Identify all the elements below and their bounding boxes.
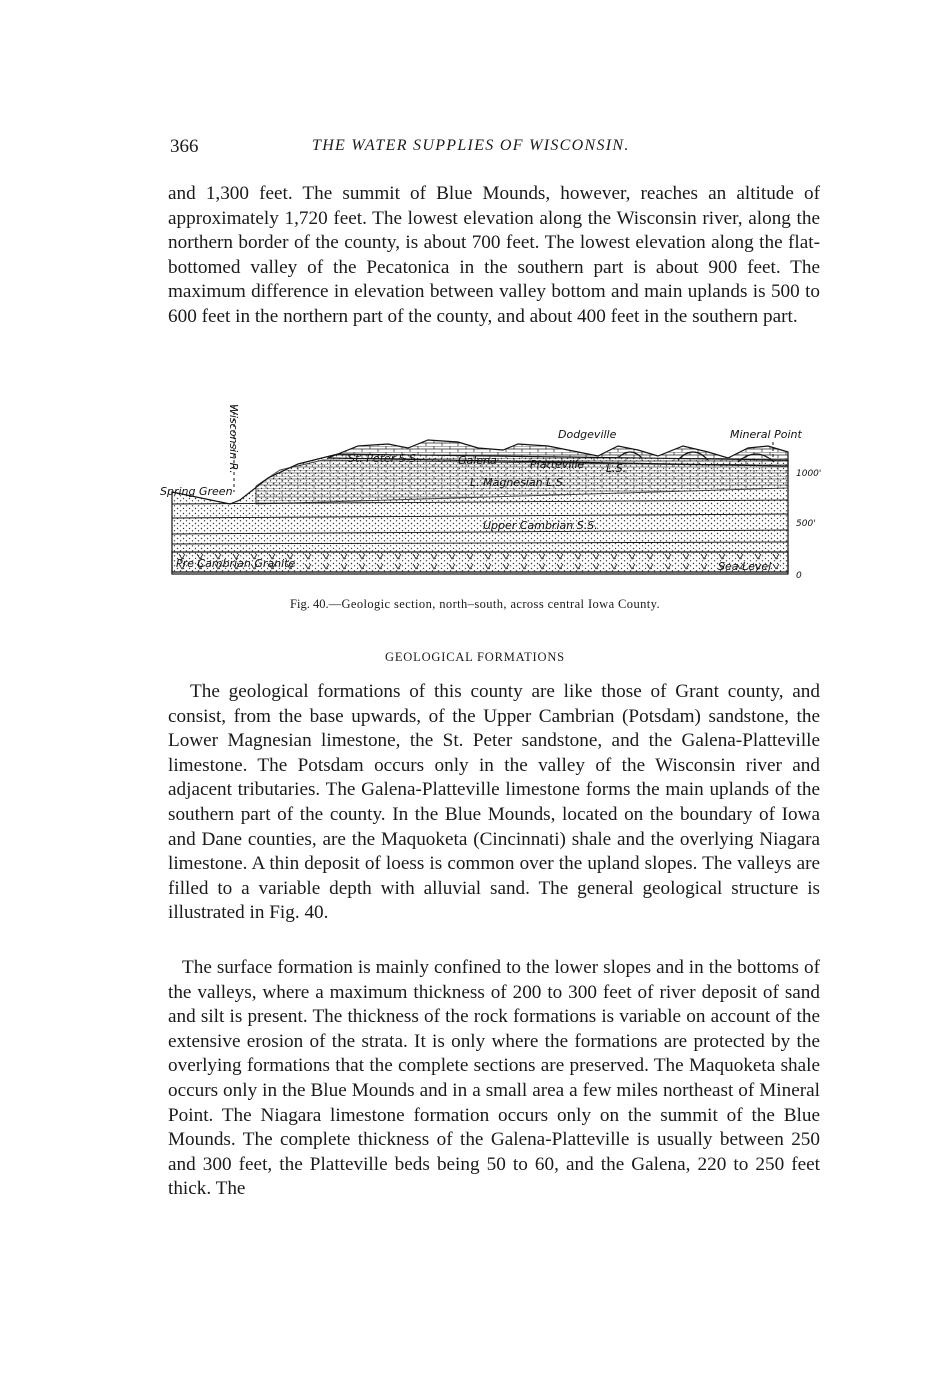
platteville-label: Platteville [530, 458, 585, 471]
figure-caption-number: Fig. 40. [290, 597, 329, 611]
galena-label: Galena [458, 454, 497, 467]
geologic-section-figure [158, 392, 848, 588]
paragraph-surface: The surface formation is mainly confined to the lower slopes and in the bottoms of the valleys, where a maximum thickness of 200 to 300 feet of river deposit of sand and silt is present. The thickness of the rock formations is variable on account of the extensive erosion of the strata. It is only where the formations are protected by the overlying formations that the complete sections are preserved. The Maquoketa shale occurs only in the Blue Mounds and in a small area a few miles northeast of Mineral Point. The Niagara limestone formation occurs only on the summit of the Blue Mounds. The complete thickness of the Galena-Platteville is usually between 250 and 300 feet, the Platteville beds being 50 to 60, and the Galena, 220 to 250 feet thick. The [168, 957, 820, 1200]
section-heading: GEOLOGICAL FORMATIONS [385, 650, 565, 664]
running-title: THE WATER SUPPLIES OF WISCONSIN. [312, 137, 630, 154]
precambrian-label: Pre Cambrian Granite [176, 557, 296, 570]
mineral-point-label: Mineral Point [730, 428, 802, 441]
upper-cambrian-label: Upper Cambrian S.S. [483, 519, 598, 532]
elevation-500-label: 500' [796, 519, 816, 529]
geologic-section-diagram [158, 392, 848, 588]
figure-caption-text: —Geologic section, north–south, across central Iowa County. [328, 597, 660, 611]
st-peter-label: St. Peter S.S. [348, 452, 420, 465]
spring-green-label: Spring Green [160, 485, 233, 498]
elevation-1000-label: 1000' [796, 469, 822, 479]
ls-label: L.S. [606, 462, 627, 475]
lower-magnesian-label: L. Magnesian L.S. [470, 476, 567, 489]
wisconsin-river-label: Wisconsin R. [227, 404, 240, 474]
page-number: 366 [170, 136, 199, 157]
elevation-0-label: 0 [796, 571, 802, 581]
dodgeville-label: Dodgeville [558, 428, 617, 441]
figure-caption [0, 597, 950, 612]
running-head [170, 136, 820, 160]
paragraph-formations: The geological formations of this county are like those of Grant county, and consist, from the base upwards, of the Upper Cambrian (Potsdam) sandstone, the Lower Magnesian limestone, the St. Peter sandstone, and the Galena-Platteville limestone. The Potsdam occurs only in the valley of the Wisconsin river and adjacent tributaries. The Galena-Platteville limestone forms the main uplands of the southern part of the county. In the Blue Mounds, located on the boundary of Iowa and Dane counties, are the Maquoketa (Cincinnati) shale and the overlying Niagara limestone. A thin deposit of loess is common over the upland slopes. The valleys are filled to a variable depth with alluvial sand. The general geological structure is illustrated in Fig. 40. [168, 681, 820, 924]
paragraph-intro: and 1,300 feet. The summit of Blue Mounds, however, reaches an altitude of approximately 1,720 feet. The lowest elevation along the Wisconsin river, along the northern border of the county, is about 700 feet. The lowest elevation along the flat-bottomed valley of the Pecatonica in the southern part is about 900 feet. The maximum difference in elevation between valley bottom and main uplands is 500 to 600 feet in the northern part of the county, and about 400 feet in the southern part. [168, 183, 820, 327]
sea-level-label: Sea Level [718, 560, 772, 573]
